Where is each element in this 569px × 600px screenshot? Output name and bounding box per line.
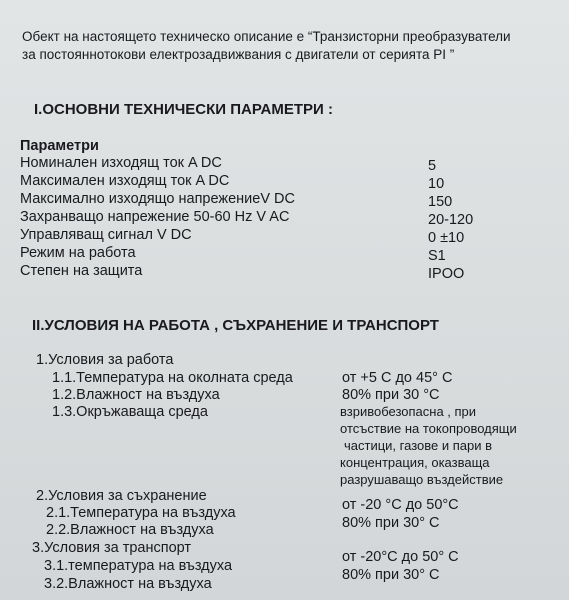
param-label: Захранващо напрежение 50-60 Hz V AC [20, 209, 290, 225]
condition-value: от +5 С до 45° С [342, 370, 453, 386]
intro-line-2: за постояннотокови електрозадвижвания с двигатели от серията PI ” [22, 47, 455, 62]
environment-description [340, 403, 517, 488]
transport-conditions-heading: 3.Условия за транспорт [32, 540, 192, 556]
storage-conditions-heading: 2.Условия за съхранение [36, 488, 207, 504]
environment-line: концентрация, оказваща [340, 455, 490, 470]
condition-label: 1.3.Окръжаваща среда [52, 404, 208, 420]
environment-line: взривобезопасна , при [340, 404, 477, 419]
condition-label: 1.1.Температура на околната среда [52, 370, 293, 386]
params-heading: Параметри [20, 138, 99, 154]
condition-label: 1.2.Влажност на въздуха [52, 387, 220, 403]
condition-value: от -20 °С до 50°С [342, 497, 459, 513]
param-label: Степен на защита [20, 263, 143, 279]
param-label: Максимално изходящо напрежениеV DC [20, 191, 295, 207]
condition-label: 2.1.Температура на въздуха [46, 505, 236, 521]
environment-line: частици, газове и пари в [344, 438, 492, 453]
condition-value: 80% при 30 °С [342, 387, 440, 403]
condition-value: 80% при 30° С [342, 567, 440, 583]
environment-line: отсъствие на токопроводящи [340, 421, 517, 436]
condition-label: 3.1.температура на въздуха [44, 558, 233, 574]
param-label: Максимален изходящ ток A DC [20, 173, 230, 189]
section-2-title: II.УСЛОВИЯ НА РАБОТА , СЪХРАНЕНИЕ И ТРАНСПОРТ [32, 317, 439, 334]
condition-value: от -20°С до 50° С [342, 549, 459, 565]
condition-label: 3.2.Влажност на въздуха [44, 576, 212, 592]
param-value: 5 [428, 158, 437, 174]
param-value: 20-120 [428, 212, 474, 228]
param-label: Режим на работа [20, 245, 136, 261]
param-value: IPOO [428, 266, 465, 282]
param-value: 10 [428, 176, 445, 192]
param-label: Номинален изходящ ток A DC [20, 155, 222, 171]
condition-label: 2.2.Влажност на въздуха [46, 522, 214, 538]
environment-line: разрушаващо въздействие [340, 472, 504, 487]
param-label: Управляващ сигнал V DC [20, 227, 192, 243]
param-value: S1 [428, 248, 446, 264]
param-value: 150 [428, 194, 453, 210]
work-conditions-heading: 1.Условия за работа [36, 352, 174, 368]
section-1-title: I.ОСНОВНИ ТЕХНИЧЕСКИ ПАРАМЕТРИ : [34, 101, 333, 118]
intro-line-1: Обект на настоящето техническо описание е “Транзисторни преобразуватели [22, 29, 511, 44]
condition-value: 80% при 30° С [342, 515, 440, 531]
param-value: 0 ±10 [428, 230, 465, 246]
